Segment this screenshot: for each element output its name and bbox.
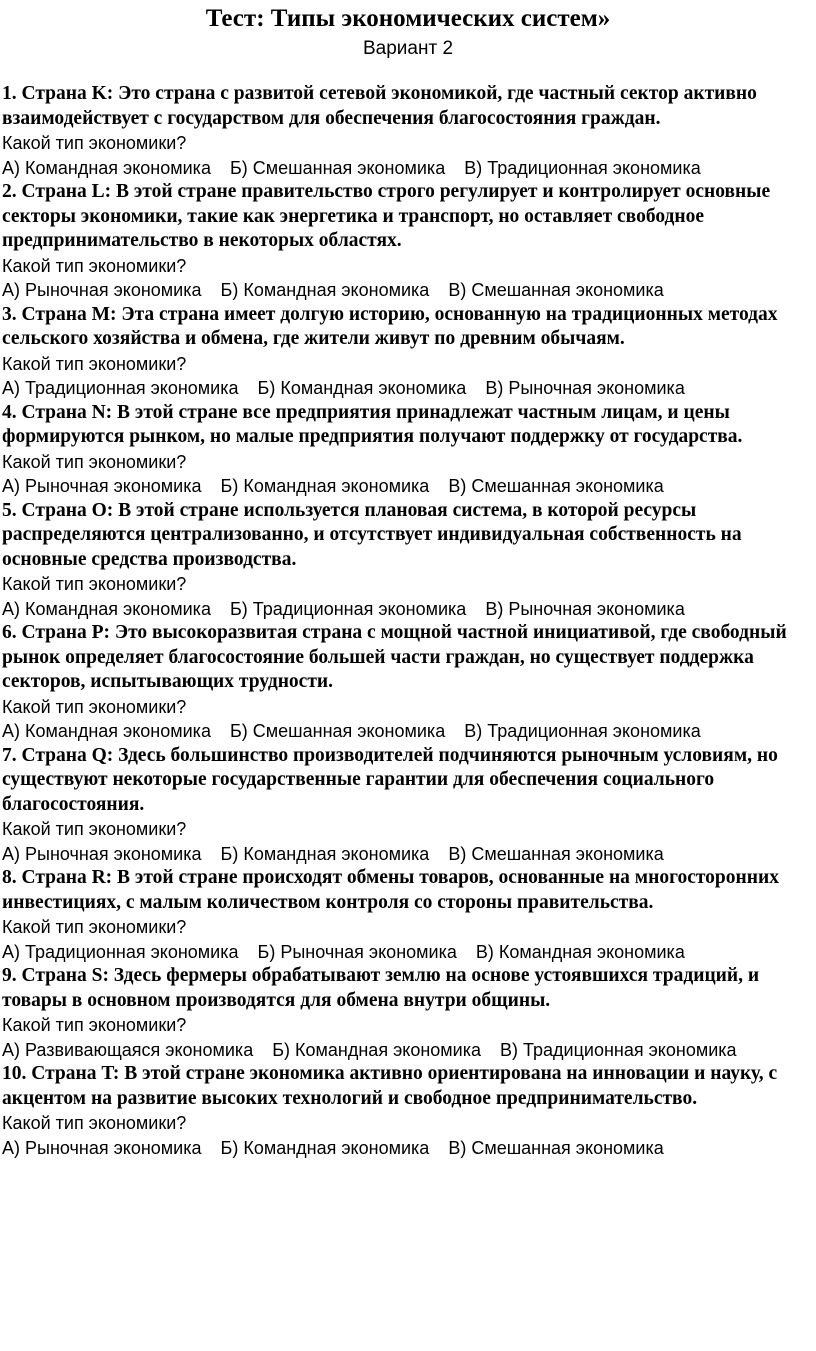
answer-options: [2, 597, 814, 622]
option-a: А) Традиционная экономика: [2, 378, 239, 398]
option-a: А) Развивающаяся экономика: [2, 1039, 254, 1060]
question: [2, 866, 814, 964]
option-c: В) Командная экономика: [475, 941, 685, 962]
answer-options: [2, 719, 814, 744]
question: [2, 499, 814, 622]
option-c: В) Рыночная экономика: [485, 378, 685, 398]
option-c: В) Смешанная экономика: [448, 843, 664, 864]
answer-options: [2, 940, 814, 965]
option-b: Б) Командная экономика: [220, 476, 430, 496]
option-c: В) Смешанная экономика: [448, 1137, 664, 1158]
option-b: Б) Рыночная экономика: [257, 941, 457, 962]
option-c: В) Смешанная экономика: [448, 476, 664, 496]
question-prompt: Какой тип экономики?: [2, 451, 187, 472]
option-c: В) Смешанная экономика: [448, 280, 664, 300]
option-a: А) Рыночная экономика: [2, 843, 202, 864]
answer-options: [2, 1038, 814, 1063]
option-b: Б) Традиционная экономика: [229, 598, 467, 619]
option-c: В) Рыночная экономика: [485, 598, 685, 619]
question: [2, 401, 814, 499]
question-text: 2. Страна L: В этой стране правительство строго регулирует и контролирует основные секторы экономики, такие как энергетика и транспорт, но оставляет свободное предпринимательство в некоторых областях.: [2, 181, 771, 251]
question-prompt: Какой тип экономики?: [2, 133, 187, 153]
question-prompt: Какой тип экономики?: [2, 917, 187, 937]
question-prompt: Какой тип экономики?: [2, 255, 187, 276]
answer-options: [2, 474, 814, 499]
question-text: 6. Страна P: Это высокоразвитая страна с мощной частной инициативой, где свободный рынок определяет благосостояние большей части граждан, но существует поддержка секторов, испытывающих трудности.: [2, 622, 787, 692]
question-prompt: Какой тип экономики?: [2, 1113, 187, 1133]
option-a: А) Командная экономика: [2, 721, 211, 741]
option-b: Б) Смешанная экономика: [229, 721, 446, 741]
option-b: Б) Командная экономика: [257, 378, 467, 398]
option-a: А) Командная экономика: [2, 598, 211, 619]
option-b: Б) Командная экономика: [272, 1039, 482, 1060]
document-title: Тест: Типы экономических систем»: [205, 5, 611, 32]
question-prompt: Какой тип экономики?: [2, 696, 187, 717]
option-c: В) Традиционная экономика: [500, 1039, 737, 1060]
question-text: 3. Страна M: Эта страна имеет долгую историю, основанную на традиционных методах сельского хозяйства и обмена, где жители живут по древним обычаям.: [2, 303, 778, 349]
question-text: 1. Страна K: Это страна с развитой сетевой экономикой, где частный сектор активно взаимодействует с государством для обеспечения благосостояния граждан.: [2, 83, 757, 129]
answer-options: [2, 156, 814, 181]
option-a: А) Традиционная экономика: [2, 941, 239, 962]
question-text: 10. Страна T: В этой стране экономика активно ориентирована на инновации и науку, с акцентом на развитие высоких технологий и свободное предпринимательство.: [2, 1063, 778, 1109]
variant-label: Вариант 2: [362, 38, 454, 59]
option-a: А) Рыночная экономика: [2, 476, 202, 496]
option-c: В) Традиционная экономика: [464, 157, 701, 178]
option-a: А) Командная экономика: [2, 157, 211, 178]
question: [2, 303, 814, 401]
question: [2, 180, 814, 303]
question-text: 5. Страна O: В этой стране используется плановая система, в которой ресурсы распределяются централизованно, и отсутствует индивидуальная собственность на основные средства производства.: [2, 499, 742, 570]
question-prompt: Какой тип экономики?: [2, 1015, 187, 1035]
answer-options: [2, 1136, 814, 1161]
question: [2, 82, 814, 180]
question-prompt: Какой тип экономики?: [2, 574, 187, 594]
option-a: А) Рыночная экономика: [2, 1137, 202, 1158]
question: [2, 621, 814, 744]
question-text: 9. Страна S: Здесь фермеры обрабатывают землю на основе устоявшихся традиций, и товары в основном производятся для обмена внутри общины.: [2, 965, 760, 1011]
answer-options: [2, 376, 814, 401]
question-prompt: Какой тип экономики?: [2, 353, 187, 374]
option-a: А) Рыночная экономика: [2, 280, 202, 300]
answer-options: [2, 278, 814, 303]
question-text: 8. Страна R: В этой стране происходят обмены товаров, основанные на многосторонних инвестициях, с малым количеством контроля со стороны правительства.: [2, 867, 779, 913]
question-prompt: Какой тип экономики?: [2, 819, 187, 839]
question: [2, 964, 814, 1062]
question-text: 7. Страна Q: Здесь большинство производителей подчиняются рыночным условиям, но существуют некоторые государственные гарантии для обеспечения социального благосостояния.: [2, 744, 778, 815]
option-b: Б) Командная экономика: [220, 1137, 430, 1158]
question-text: 4. Страна N: В этой стране все предприятия принадлежат частным лицам, и цены формируются рынком, но малые предприятия получают поддержку от государства.: [2, 401, 743, 447]
question: [2, 1062, 814, 1160]
option-b: Б) Командная экономика: [220, 280, 430, 300]
option-b: Б) Командная экономика: [220, 843, 430, 864]
option-c: В) Традиционная экономика: [464, 721, 701, 741]
question: [2, 744, 814, 867]
option-b: Б) Смешанная экономика: [229, 157, 446, 178]
answer-options: [2, 842, 814, 867]
